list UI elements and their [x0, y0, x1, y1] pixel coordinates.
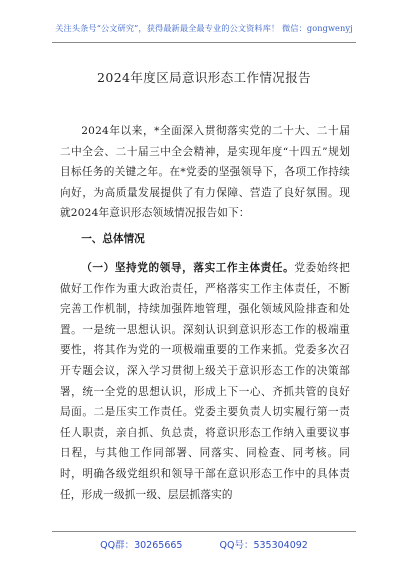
- footer-qq-group: QQ群：30265665: [100, 540, 183, 551]
- subsection-paragraph: [60, 258, 350, 505]
- footer-qq-number: QQ号：535304092: [219, 540, 308, 551]
- footer-divider: [52, 531, 356, 532]
- intro-text: 2024年以来，*全面深入贯彻落实党的二十大、二十届二中全会、二十届三中全会精神，是实现年度“十四五”规划目标任务的关键之年。在*党委的坚强领导下，各项工作持续向好，为高质量发展提供了有力保障、营造了良好氛围。现就2024年意识形态领域情况报告如下：: [60, 125, 350, 220]
- footer: [0, 537, 408, 551]
- document-title: 2024年度区局意识形态工作情况报告: [96, 70, 311, 85]
- header-divider: [52, 42, 356, 43]
- subsection-heading: （一）坚持党的领导，落实工作主体责任。: [81, 262, 295, 274]
- intro-paragraph: [60, 121, 350, 224]
- subsection-body: 党委始终把做好工作作为重大政治责任，严格落实工作主体责任，不断完善工作机制，持续加强阵地管理，强化领域风险排查和处置。一是统一思想认识。深刻认识到意识形态工作的极端重要性，将其作为党的一项极端重要的工作来抓。党委多次召开专题会议，深入学习贯彻上级关于意识形态工作的决策部署，统一全党的思想认识，形成上下一心、齐抓共管的良好局面。二是压实工作责任。党委主要负责人切实履行第一责任人职责，亲自抓、负总责，将意识形态工作纳入重要议事日程，与其他工作同部署、同落实、同检查、同考核。同时，明确各级党组织和领导干部在意识形态工作中的具体责任，形成一级抓一级、层层抓落实的: [60, 262, 350, 501]
- header-banner: 关注头条号“公文研究”，获得最新最全最专业的公文资料库！ 微信：gongwenyj: [55, 23, 353, 33]
- section-heading: 一、总体情况: [81, 233, 145, 245]
- subsection-text: [60, 258, 350, 505]
